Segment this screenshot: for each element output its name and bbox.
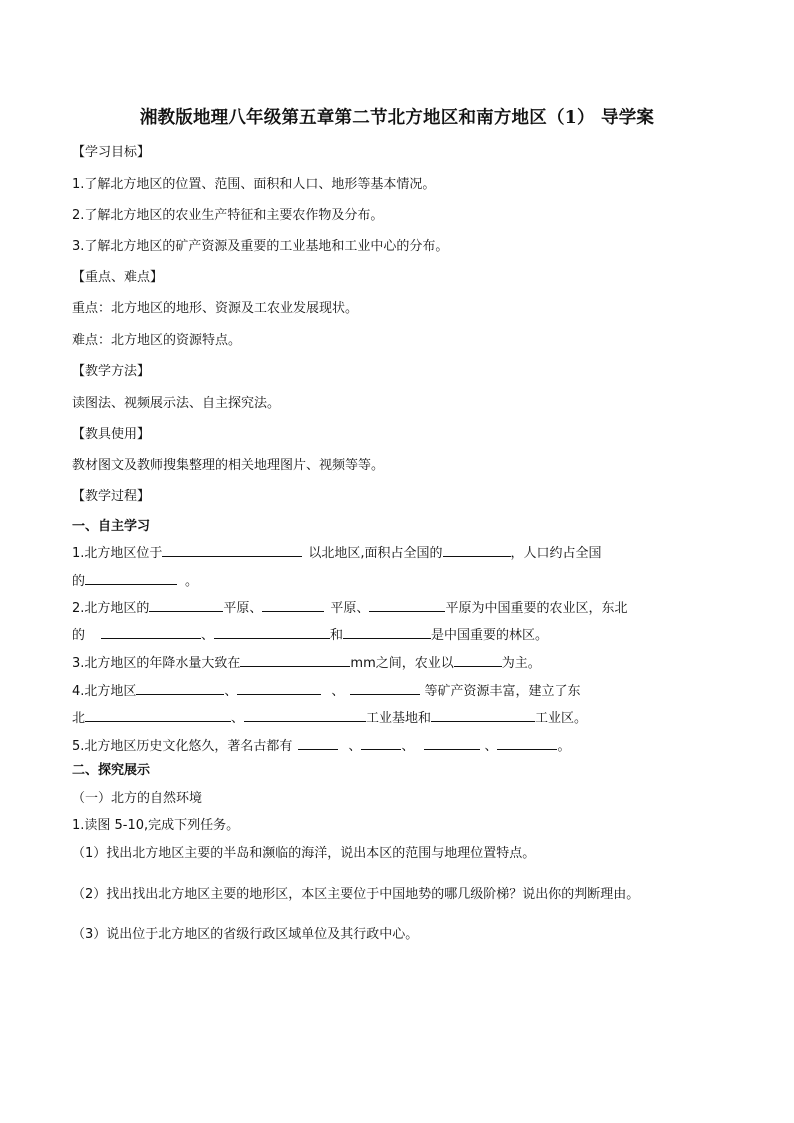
q4-text: 、 (224, 684, 238, 699)
q2-text: 平原为中国重要的农业区，东北 (445, 601, 628, 616)
methods-heading: 【教学方法】 (72, 364, 151, 379)
process-heading: 【教学过程】 (72, 489, 151, 504)
q4-text: 、 (231, 711, 245, 726)
q4-blank-mineral-2[interactable] (237, 681, 321, 695)
key-points-heading: 【重点、难点】 (72, 270, 164, 285)
task-item: （1）找出北方地区主要的半岛和濒临的海洋，说出本区的范围与地理位置特点。 (72, 846, 536, 861)
q3-text: 为主。 (501, 656, 541, 671)
q3-blank-precipitation[interactable] (240, 653, 350, 667)
objective-item: 2.了解北方地区的农业生产特征和主要农作物及分布。 (72, 208, 384, 223)
task-intro: 1.读图 5-10,完成下列任务。 (72, 818, 240, 833)
q5-blank-capital-3[interactable] (424, 736, 480, 750)
question-2-line-2 (72, 625, 548, 645)
question-4-line-1 (72, 681, 580, 701)
key-point-text: 重点：北方地区的地形、资源及工农业发展现状。 (72, 301, 359, 316)
q2-text: 是中国重要的林区。 (431, 628, 549, 643)
q2-text: 、 (201, 628, 215, 643)
q2-text: 2.北方地区的 (72, 601, 150, 616)
q3-text: 3.北方地区的年降水量大致在 (72, 656, 241, 671)
objective-item: 1.了解北方地区的位置、范围、面积和人口、地形等基本情况。 (72, 177, 436, 192)
q4-text: 北 (72, 711, 86, 726)
q5-blank-capital-4[interactable] (497, 736, 557, 750)
q5-text: 。 (557, 739, 571, 754)
q1-blank-population[interactable] (85, 571, 177, 585)
question-5 (72, 736, 570, 756)
q4-text: 等矿产资源丰富，建立了东 (424, 684, 581, 699)
q2-text: 的 (72, 628, 86, 643)
q4-text: 4.北方地区 (72, 684, 137, 699)
page-title: 湘教版地理八年级第五章第二节北方地区和南方地区（1） 导学案 (139, 108, 655, 128)
question-2-line-1 (72, 598, 627, 618)
objectives-heading: 【学习目标】 (72, 145, 151, 160)
q5-blank-capital-2[interactable] (361, 736, 401, 750)
q4-text: 工业基地和 (366, 711, 432, 726)
q5-text: 5.北方地区历史文化悠久，著名古都有 (72, 739, 293, 754)
q1-text: 以北地区,面积占全国的 (308, 546, 443, 561)
q1-blank-area[interactable] (443, 543, 511, 557)
methods-text: 读图法、视频展示法、自主探究法。 (72, 396, 281, 411)
q1-text: 1.北方地区位于 (72, 546, 163, 561)
tools-text: 教材图文及教师搜集整理的相关地理图片、视频等等。 (72, 458, 385, 473)
task-item: （2）找出找出北方地区主要的地形区，本区主要位于中国地势的哪几级阶梯？说出你的判断理由。 (72, 887, 640, 902)
q5-blank-capital-1[interactable] (298, 736, 338, 750)
explore-heading: 二、探究展示 (72, 763, 151, 778)
task-item: （3）说出位于北方地区的省级行政区域单位及其行政中心。 (72, 927, 419, 942)
question-1-line-2 (72, 571, 198, 591)
q2-blank-forest-3[interactable] (343, 625, 431, 639)
q4-blank-industry-1[interactable] (85, 708, 231, 722)
tools-heading: 【教具使用】 (72, 427, 151, 442)
q4-blank-industry-3[interactable] (431, 708, 535, 722)
q2-blank-plain-2[interactable] (262, 598, 324, 612)
q2-blank-forest-2[interactable] (214, 625, 330, 639)
self-study-heading: 一、自主学习 (72, 519, 151, 534)
q2-blank-forest-1[interactable] (101, 625, 201, 639)
difficult-point-text: 难点：北方地区的资源特点。 (72, 333, 242, 348)
q1-text: 。 (185, 574, 199, 589)
question-3 (72, 653, 541, 673)
q2-blank-plain-1[interactable] (149, 598, 223, 612)
q3-text: mm之间，农业以 (350, 656, 454, 671)
q2-text: 平原、 (223, 601, 263, 616)
question-4-line-2 (72, 708, 587, 728)
q1-text: 的 (72, 574, 86, 589)
q1-blank-location[interactable] (162, 543, 302, 557)
q5-text: 、 (484, 739, 498, 754)
q4-blank-mineral-3[interactable] (350, 681, 420, 695)
q4-blank-mineral-1[interactable] (136, 681, 224, 695)
q4-text: 工业区。 (535, 711, 588, 726)
q1-text: ，人口约占全国 (510, 546, 602, 561)
q4-text: 、 (331, 684, 345, 699)
q5-text: 、 (401, 739, 415, 754)
q4-blank-industry-2[interactable] (244, 708, 366, 722)
q2-text: 平原、 (330, 601, 370, 616)
q5-text: 、 (348, 739, 362, 754)
objective-item: 3.了解北方地区的矿产资源及重要的工业基地和工业中心的分布。 (72, 239, 449, 254)
q2-blank-plain-3[interactable] (369, 598, 445, 612)
question-1-line-1 (72, 543, 602, 563)
natural-environment-heading: （一）北方的自然环境 (72, 791, 203, 806)
q2-text: 和 (330, 628, 344, 643)
q3-blank-agriculture[interactable] (454, 653, 502, 667)
